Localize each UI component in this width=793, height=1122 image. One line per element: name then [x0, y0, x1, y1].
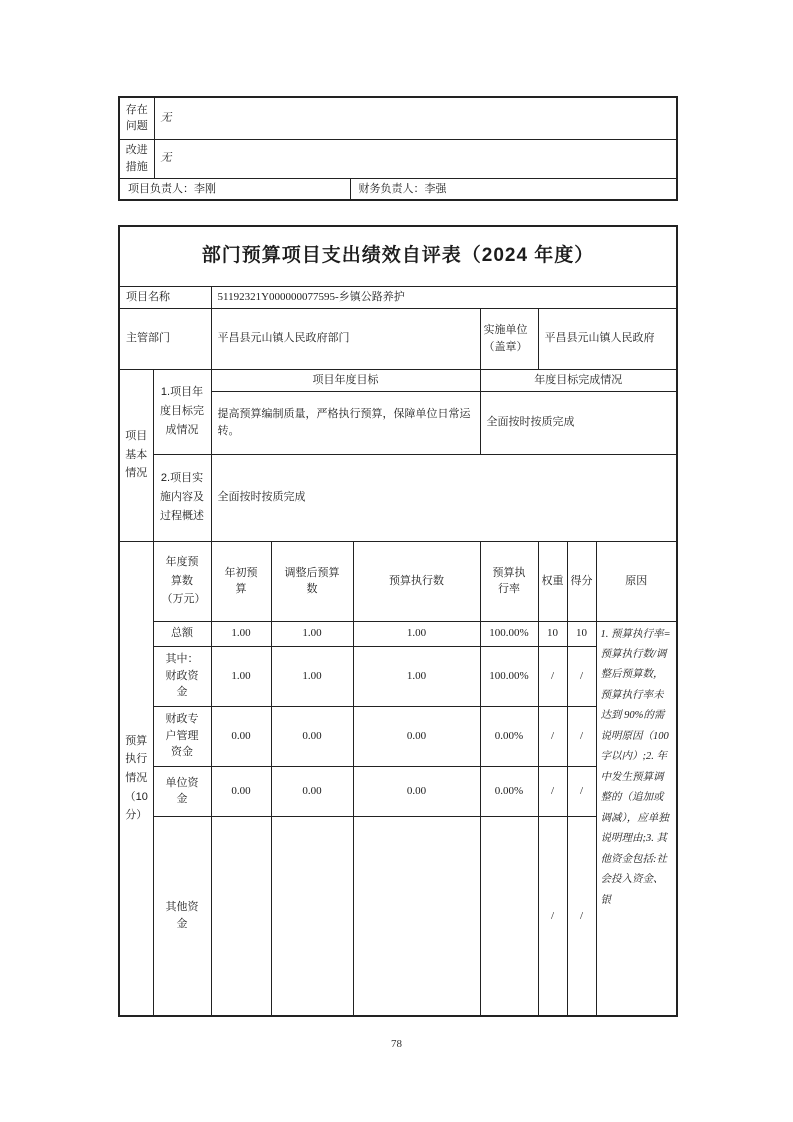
budget-cell: / — [538, 816, 567, 1016]
budget-cell — [480, 816, 538, 1016]
impl-unit-label: 实施单位（盖章） — [480, 308, 538, 369]
goal-header: 项目年度目标 — [211, 369, 480, 391]
budget-header-rate: 预算执行率 — [480, 541, 538, 621]
budget-header-reason: 原因 — [596, 541, 677, 621]
budget-cell: 100.00% — [480, 621, 538, 646]
impl-unit-value: 平昌县元山镇人民政府 — [538, 308, 677, 369]
project-name-label: 项目名称 — [119, 286, 211, 308]
budget-cell — [353, 816, 480, 1016]
budget-header-initial: 年初预算 — [211, 541, 271, 621]
budget-cell: 0.00 — [353, 706, 480, 766]
budget-header-weight: 权重 — [538, 541, 567, 621]
impl-row-label: 2.项目实施内容及过程概述 — [153, 454, 211, 541]
measures-value: 无 — [154, 139, 677, 178]
budget-cell: 0.00 — [353, 766, 480, 816]
budget-cell: / — [538, 646, 567, 706]
budget-cell — [211, 816, 271, 1016]
project-manager: 项目负责人：李刚 — [119, 178, 350, 200]
budget-section-label: 预算执行情况（10分） — [119, 541, 153, 1016]
budget-cell: 0.00 — [211, 706, 271, 766]
budget-cell: 1.00 — [353, 621, 480, 646]
budget-cell: 1.00 — [271, 646, 353, 706]
budget-cell: 0.00 — [211, 766, 271, 816]
budget-cell: / — [567, 646, 596, 706]
page-number: 78 — [391, 1038, 402, 1050]
reason-text: 1. 预算执行率=预算执行数/调整后预算数，预算执行率未达到 90%的需说明原因（100 字以内）;2. 年中发生预算调整的（追加或调减），应单独说明理由;3. 其他资金包括:社会投入资金、银 — [596, 621, 677, 1016]
basic-section-label: 项目基本情况 — [119, 369, 153, 541]
impl-text: 全面按时按质完成 — [211, 454, 677, 541]
completion-header: 年度目标完成情况 — [480, 369, 677, 391]
budget-cell: 10 — [567, 621, 596, 646]
budget-cell: / — [538, 766, 567, 816]
budget-cell: / — [538, 706, 567, 766]
budget-cell: 1.00 — [353, 646, 480, 706]
budget-header-score: 得分 — [567, 541, 596, 621]
dept-label: 主管部门 — [119, 308, 211, 369]
budget-cell: 0.00 — [271, 766, 353, 816]
budget-row-label-unit: 单位资金 — [153, 766, 211, 816]
goal-text: 提高预算编制质量，严格执行预算，保障单位日常运转。 — [211, 391, 480, 454]
budget-cell: / — [567, 816, 596, 1016]
budget-header-adjusted: 调整后预算数 — [271, 541, 353, 621]
budget-cell — [271, 816, 353, 1016]
budget-cell: 10 — [538, 621, 567, 646]
report-title: 部门预算项目支出绩效自评表（2024 年度） — [119, 226, 677, 286]
budget-cell: 0.00% — [480, 706, 538, 766]
issues-label: 存在问题 — [119, 97, 154, 139]
budget-header-annual: 年度预算数（万元） — [153, 541, 211, 621]
budget-cell: 100.00% — [480, 646, 538, 706]
budget-header-executed: 预算执行数 — [353, 541, 480, 621]
budget-cell: 1.00 — [211, 621, 271, 646]
budget-cell: 0.00% — [480, 766, 538, 816]
completion-text: 全面按时按质完成 — [480, 391, 677, 454]
budget-cell: / — [567, 766, 596, 816]
evaluation-table — [118, 225, 678, 1017]
goal-row-label: 1.项目年度目标完成情况 — [153, 369, 211, 454]
dept-value: 平昌县元山镇人民政府部门 — [211, 308, 480, 369]
finance-manager: 财务负责人：李强 — [350, 178, 677, 200]
budget-cell: 1.00 — [211, 646, 271, 706]
summary-table — [118, 96, 678, 201]
budget-row-label-other: 其他资金 — [153, 816, 211, 1016]
budget-row-label-total: 总额 — [153, 621, 211, 646]
budget-cell: 1.00 — [271, 621, 353, 646]
budget-row-label-fiscal: 其中：财政资金 — [153, 646, 211, 706]
budget-cell: 0.00 — [271, 706, 353, 766]
budget-row-label-special: 财政专户管理资金 — [153, 706, 211, 766]
project-name-value: 51192321Y000000077595-乡镇公路养护 — [211, 286, 677, 308]
issues-value: 无 — [154, 97, 677, 139]
budget-cell: / — [567, 706, 596, 766]
measures-label: 改进措施 — [119, 139, 154, 178]
